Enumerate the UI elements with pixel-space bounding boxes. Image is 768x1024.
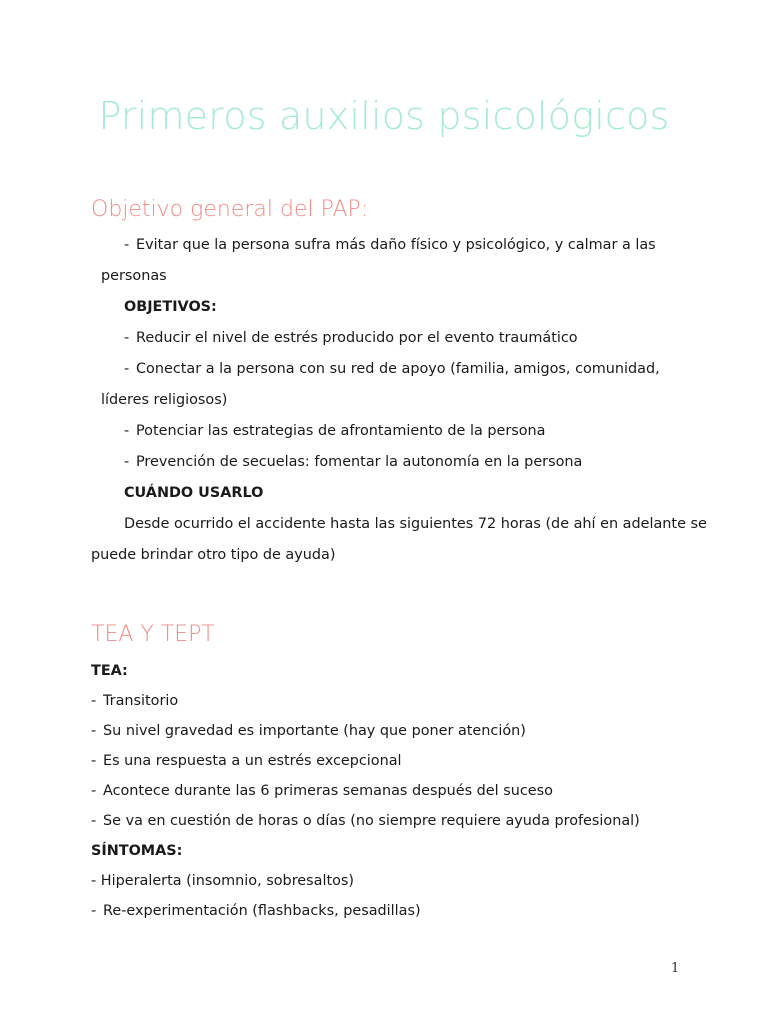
list-item: - Potenciar las estrategias de afrontamiento de la persona <box>124 423 546 439</box>
list-item: - Acontece durante las 6 primeras semanas después del suceso <box>91 783 553 799</box>
cuando-usarlo-label: CUÁNDO USARLO <box>124 485 264 501</box>
objetivos-label: OBJETIVOS: <box>124 299 217 315</box>
paragraph-line: puede brindar otro tipo de ayuda) <box>91 547 336 563</box>
section-heading-objetivo: Objetivo general del PAP: <box>91 197 369 222</box>
list-item: - Evitar que la persona sufra más daño físico y psicológico, y calmar a las <box>124 237 656 253</box>
bullet-dash: - <box>91 903 97 919</box>
bullet-dash: - <box>124 454 130 470</box>
list-item: - Se va en cuestión de horas o días (no siempre requiere ayuda profesional) <box>91 813 640 829</box>
list-item: - Hiperalerta (insomnio, sobresaltos) <box>91 873 355 889</box>
bullet-dash: - <box>91 693 97 709</box>
section-heading-tea-tept: TEA Y TEPT <box>91 622 215 647</box>
bullet-dash: - <box>91 813 97 829</box>
bullet-dash: - <box>124 423 130 439</box>
bullet-dash: - <box>91 723 97 739</box>
list-item-continuation: personas <box>101 268 167 284</box>
sintomas-label: SÍNTOMAS: <box>91 843 183 859</box>
list-item: - Reducir el nivel de estrés producido por el evento traumático <box>124 330 578 346</box>
bullet-dash: - <box>91 753 97 769</box>
list-item: - Su nivel gravedad es importante (hay que poner atención) <box>91 723 526 739</box>
list-item: - Re-experimentación (flashbacks, pesadillas) <box>91 903 421 919</box>
page-title: Primeros auxilios psicológicos <box>98 94 670 138</box>
page-number: 1 <box>671 961 680 976</box>
list-item: - Conectar a la persona con su red de apoyo (familia, amigos, comunidad, <box>124 361 660 377</box>
bullet-dash: - <box>124 361 130 377</box>
list-item: - Transitorio <box>91 693 179 709</box>
bullet-dash: - <box>91 873 101 889</box>
paragraph-line: Desde ocurrido el accidente hasta las siguientes 72 horas (de ahí en adelante se <box>124 516 707 532</box>
tea-label: TEA: <box>91 663 128 679</box>
bullet-dash: - <box>91 783 97 799</box>
list-item: - Es una respuesta a un estrés excepcional <box>91 753 402 769</box>
list-item: - Prevención de secuelas: fomentar la autonomía en la persona <box>124 454 583 470</box>
bullet-dash: - <box>124 330 130 346</box>
bullet-dash: - <box>124 237 130 253</box>
list-item-continuation: líderes religiosos) <box>101 392 228 408</box>
